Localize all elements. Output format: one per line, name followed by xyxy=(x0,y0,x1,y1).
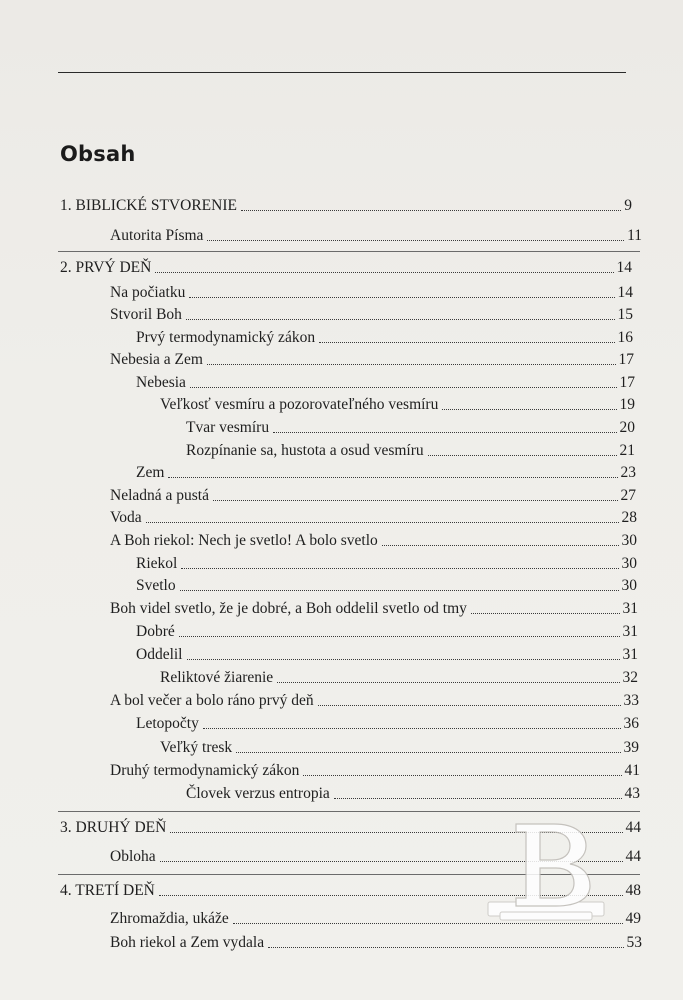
toc-label: 2. PRVÝ DEŇ xyxy=(60,259,152,276)
toc-entry-prvy-den[interactable] xyxy=(60,258,632,278)
leader-dots xyxy=(319,342,614,343)
section-divider xyxy=(58,251,640,252)
toc-entry-svetlo[interactable] xyxy=(136,576,637,596)
toc-entry-letopocty[interactable] xyxy=(136,714,639,734)
toc-label: Obloha xyxy=(110,848,156,865)
toc-page-number: 14 xyxy=(617,284,633,301)
toc-page-number: 49 xyxy=(625,910,641,927)
toc-entry-nech-je-svetlo[interactable] xyxy=(110,531,637,551)
toc-label: Prvý termodynamický zákon xyxy=(136,329,316,346)
toc-entry-clovek-verzus-entropia[interactable] xyxy=(186,784,640,804)
section-divider xyxy=(58,811,640,812)
leader-dots xyxy=(241,210,621,211)
toc-entry-voda[interactable] xyxy=(110,508,637,528)
toc-entry-velkost-vesmiru[interactable] xyxy=(160,395,635,415)
toc-page-number: 17 xyxy=(618,351,634,368)
leader-dots xyxy=(442,409,616,410)
toc-label: Zem xyxy=(136,464,165,481)
toc-entry-biblicke-stvorenie[interactable] xyxy=(60,196,632,216)
toc-label: Riekol xyxy=(136,555,178,572)
toc-entry-velky-tresk[interactable] xyxy=(160,738,639,758)
toc-page-number: 11 xyxy=(627,227,642,244)
toc-label: 3. DRUHÝ DEŇ xyxy=(60,819,167,836)
toc-label: Veľký tresk xyxy=(160,739,233,756)
toc-label: Boh videl svetlo, že je dobré, a Boh oddelil svetlo od tmy xyxy=(110,600,467,617)
toc-label: Oddelil xyxy=(136,646,183,663)
toc-label: 1. BIBLICKÉ STVORENIE xyxy=(60,197,237,214)
toc-page-number: 17 xyxy=(619,374,635,391)
leader-dots xyxy=(181,568,618,569)
toc-label: Letopočty xyxy=(136,715,199,732)
toc-page-number: 23 xyxy=(620,464,636,481)
toc-page-number: 9 xyxy=(624,197,632,214)
toc-page-number: 30 xyxy=(621,555,637,572)
toc-entry-oddelil[interactable] xyxy=(136,645,638,665)
leader-dots xyxy=(179,636,620,637)
toc-entry-reliktove-ziarenie[interactable] xyxy=(160,668,638,688)
leader-dots xyxy=(471,613,620,614)
toc-entry-rozpinanie-sa[interactable] xyxy=(186,441,635,461)
leader-dots xyxy=(186,319,615,320)
toc-page-number: 30 xyxy=(621,532,637,549)
toc-page-number: 28 xyxy=(621,509,637,526)
toc-page-number: 32 xyxy=(622,669,638,686)
toc-label: Rozpínanie sa, hustota a osud vesmíru xyxy=(186,442,424,459)
toc-label: Nebesia xyxy=(136,374,186,391)
leader-dots xyxy=(236,752,620,753)
toc-label: Človek verzus entropia xyxy=(186,785,330,802)
leader-dots xyxy=(180,590,619,591)
toc-entry-na-pociatku[interactable] xyxy=(110,283,633,303)
toc-page-number: 16 xyxy=(617,329,633,346)
toc-label: Reliktové žiarenie xyxy=(160,669,274,686)
toc-page-number: 21 xyxy=(619,442,635,459)
leader-dots xyxy=(146,522,619,523)
toc-label: Voda xyxy=(110,509,142,526)
toc-entry-neladna-a-pusta[interactable] xyxy=(110,486,636,506)
toc-entry-dobre[interactable] xyxy=(136,622,638,642)
toc-entry-zem[interactable] xyxy=(136,463,636,483)
toc-entry-autorita-pisma[interactable] xyxy=(110,226,642,246)
toc-page-number: 14 xyxy=(616,259,632,276)
toc-label: Na počiatku xyxy=(110,284,186,301)
leader-dots xyxy=(155,272,613,273)
toc-label: Dobré xyxy=(136,623,175,640)
leader-dots xyxy=(213,500,618,501)
leader-dots xyxy=(334,798,622,799)
contents-title: Obsah xyxy=(60,142,136,166)
toc-page-number: 20 xyxy=(619,419,635,436)
toc-label: Boh riekol a Zem vydala xyxy=(110,934,265,951)
toc-entry-nebesia-a-zem[interactable] xyxy=(110,350,634,370)
toc-label: Zhromaždia, ukáže xyxy=(110,910,229,927)
toc-page-number: 31 xyxy=(622,623,638,640)
toc-entry-stvoril-boh[interactable] xyxy=(110,305,633,325)
leader-dots xyxy=(189,297,614,298)
leader-dots xyxy=(382,545,619,546)
watermark-logo xyxy=(486,818,606,922)
leader-dots xyxy=(428,455,617,456)
toc-page-number: 53 xyxy=(626,934,642,951)
leader-dots xyxy=(303,775,621,776)
toc-label: A bol večer a bolo ráno prvý deň xyxy=(110,692,314,709)
toc-page-number: 27 xyxy=(620,487,636,504)
toc-page-number: 43 xyxy=(624,785,640,802)
toc-entry-druhy-termodynamicky-zakon[interactable] xyxy=(110,761,640,781)
toc-page-number: 33 xyxy=(623,692,639,709)
leader-dots xyxy=(277,682,619,683)
toc-page-number: 41 xyxy=(624,762,640,779)
toc-label: Autorita Písma xyxy=(110,227,204,244)
toc-page-number: 48 xyxy=(625,882,641,899)
toc-label: Neladná a pustá xyxy=(110,487,209,504)
toc-page-number: 31 xyxy=(622,646,638,663)
leader-dots xyxy=(168,477,617,478)
toc-page-number: 39 xyxy=(623,739,639,756)
leader-dots xyxy=(203,728,621,729)
toc-entry-prvy-termodynamicky-zakon[interactable] xyxy=(136,328,633,348)
leader-dots xyxy=(207,364,616,365)
leader-dots xyxy=(273,432,616,433)
toc-entry-nebesia[interactable] xyxy=(136,373,635,393)
toc-label: Veľkosť vesmíru a pozorovateľného vesmíru xyxy=(160,396,439,413)
leader-dots xyxy=(318,705,621,706)
toc-page-number: 44 xyxy=(625,848,641,865)
leader-dots xyxy=(233,923,623,924)
toc-page-number: 36 xyxy=(623,715,639,732)
toc-entry-riekol[interactable] xyxy=(136,554,637,574)
leader-dots xyxy=(268,947,623,948)
toc-page-number: 44 xyxy=(625,819,641,836)
toc-label: Nebesia a Zem xyxy=(110,351,203,368)
leader-dots xyxy=(190,387,617,388)
toc-page-number: 15 xyxy=(617,306,633,323)
toc-label: Druhý termodynamický zákon xyxy=(110,762,300,779)
toc-page-number: 19 xyxy=(619,396,635,413)
toc-label: Svetlo xyxy=(136,577,176,594)
toc-page-number: 31 xyxy=(622,600,638,617)
toc-entry-tvar-vesmiru[interactable] xyxy=(186,418,635,438)
toc-label: Stvoril Boh xyxy=(110,306,182,323)
toc-label: A Boh riekol: Nech je svetlo! A bolo svetlo xyxy=(110,532,378,549)
toc-label: 4. TRETÍ DEŇ xyxy=(60,882,155,899)
leader-dots xyxy=(207,240,624,241)
toc-entry-boh-riekol-a-zem-vydala[interactable] xyxy=(110,933,642,953)
leader-dots xyxy=(187,659,620,660)
toc-page-number: 30 xyxy=(621,577,637,594)
toc-entry-boh-videl-svetlo[interactable] xyxy=(110,599,638,619)
toc-entry-bol-vecer[interactable] xyxy=(110,691,639,711)
toc-label: Tvar vesmíru xyxy=(186,419,270,436)
